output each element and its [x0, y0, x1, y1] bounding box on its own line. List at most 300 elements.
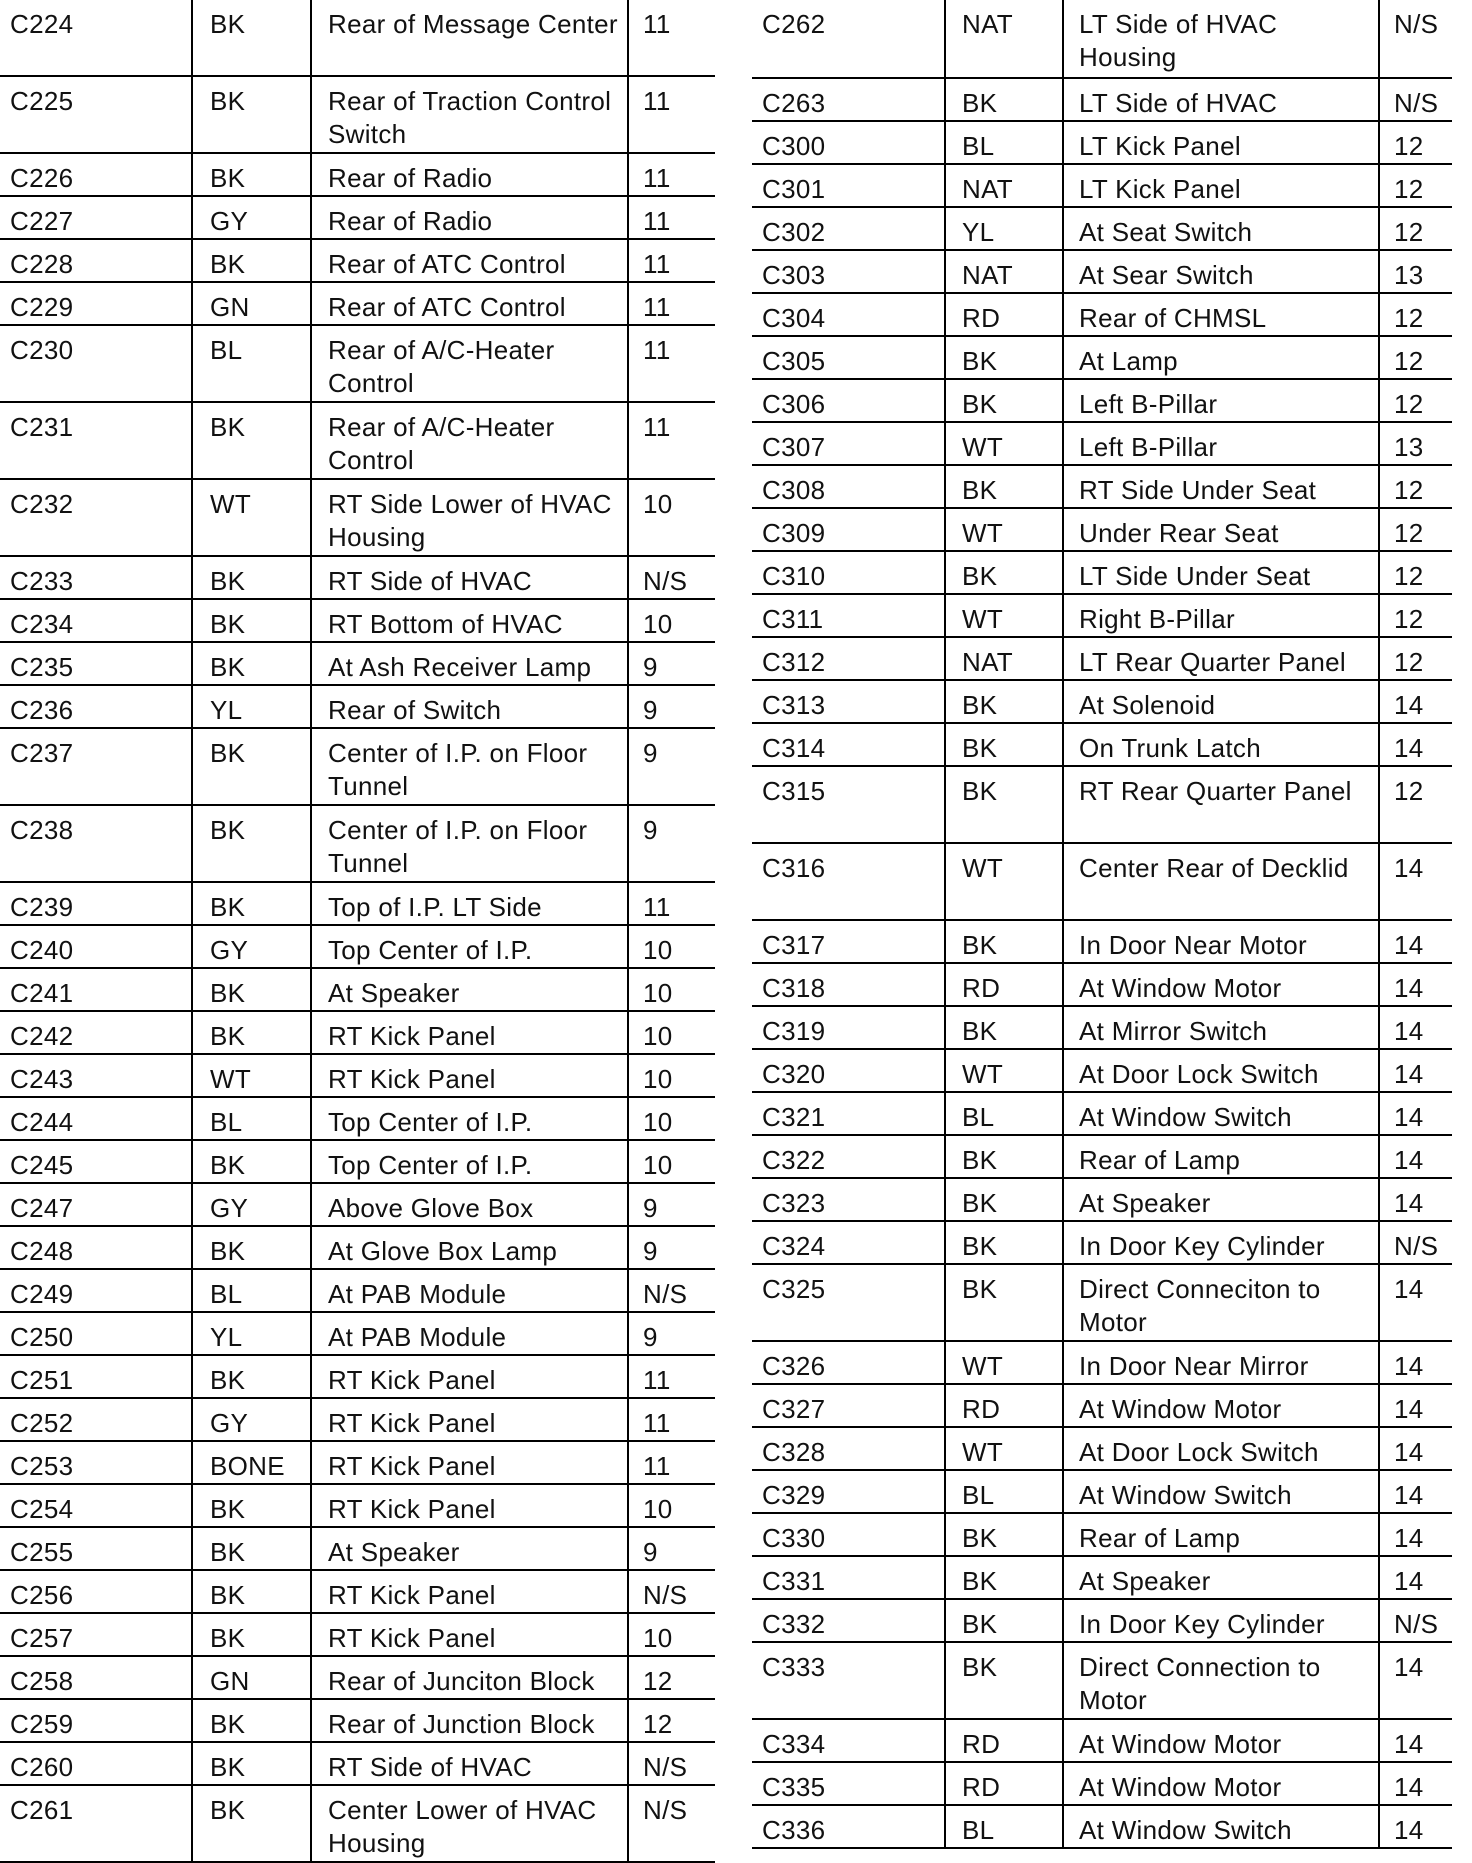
connector-location: RT Kick Panel — [312, 1442, 629, 1483]
table-row — [752, 1763, 1452, 1806]
connector-location: Rear of CHMSL — [1064, 294, 1380, 335]
connector-id: C254 — [0, 1485, 193, 1526]
connector-id: C309 — [752, 509, 946, 550]
connector-table-left — [0, 0, 715, 1863]
wire-color: WT — [193, 480, 312, 555]
wire-color: WT — [946, 595, 1064, 636]
wire-color: BK — [946, 1265, 1064, 1340]
page-reference: 12 — [1394, 217, 1424, 247]
connector-location: At Door Lock Switch — [1064, 1428, 1380, 1469]
page-reference: 14 — [1394, 973, 1424, 1003]
table-row — [0, 1227, 715, 1270]
wire-color: GY — [193, 926, 312, 967]
connector-id: C234 — [0, 600, 193, 641]
wire-color: YL — [193, 1313, 312, 1354]
connector-location: Rear of Lamp — [1064, 1514, 1380, 1555]
table-row — [0, 480, 715, 557]
wire-color: BK — [946, 1557, 1064, 1598]
page-reference: 14 — [1394, 1566, 1424, 1596]
table-row — [0, 1786, 715, 1863]
page-reference: 9 — [643, 695, 658, 725]
connector-id: C327 — [752, 1385, 946, 1426]
connector-location: Top Center of I.P. — [312, 1141, 629, 1182]
connector-id: C233 — [0, 557, 193, 598]
connector-id: C328 — [752, 1428, 946, 1469]
connector-id: C322 — [752, 1136, 946, 1177]
connector-id: C319 — [752, 1007, 946, 1048]
page-reference: N/S — [643, 1580, 688, 1610]
page-reference: 14 — [1394, 690, 1424, 720]
connector-id: C316 — [752, 844, 946, 919]
page-reference: 10 — [643, 1064, 673, 1094]
connector-location: At Window Motor — [1064, 1763, 1380, 1804]
table-row — [752, 294, 1452, 337]
page-reference: 10 — [643, 1021, 673, 1051]
wire-color: BK — [193, 154, 312, 195]
wire-color: GY — [193, 197, 312, 238]
page-reference: 11 — [643, 86, 671, 116]
connector-id: C300 — [752, 122, 946, 163]
page-reference: 14 — [1394, 1729, 1424, 1759]
page-reference: 12 — [1394, 303, 1424, 333]
connector-id: C336 — [752, 1806, 946, 1847]
table-row — [752, 1600, 1452, 1643]
page-reference: 10 — [643, 609, 673, 639]
connector-id: C240 — [0, 926, 193, 967]
connector-location: Left B-Pillar — [1064, 423, 1380, 464]
page-reference: N/S — [1394, 1231, 1439, 1261]
connector-id: C315 — [752, 767, 946, 842]
page-reference: 10 — [643, 489, 673, 519]
connector-location: Right B-Pillar — [1064, 595, 1380, 636]
connector-location: On Trunk Latch — [1064, 724, 1380, 765]
connector-location: At Speaker — [1064, 1557, 1380, 1598]
connector-id: C301 — [752, 165, 946, 206]
table-row — [0, 1528, 715, 1571]
wire-color: BK — [946, 1222, 1064, 1263]
table-row — [752, 1093, 1452, 1136]
connector-location: At Glove Box Lamp — [312, 1227, 629, 1268]
table-row — [0, 926, 715, 969]
connector-location: RT Rear Quarter Panel — [1064, 767, 1380, 842]
connector-location: Top Center of I.P. — [312, 1098, 629, 1139]
connector-location: Rear of Junction Block — [312, 1700, 629, 1741]
connector-id: C325 — [752, 1265, 946, 1340]
connector-id: C239 — [0, 883, 193, 924]
wire-color: BK — [946, 552, 1064, 593]
page-reference: 12 — [1394, 518, 1424, 548]
connector-id: C329 — [752, 1471, 946, 1512]
connector-location: In Door Near Mirror — [1064, 1342, 1380, 1383]
page-reference: N/S — [1394, 88, 1439, 118]
connector-location: At Sear Switch — [1064, 251, 1380, 292]
table-row — [0, 969, 715, 1012]
page-reference: 13 — [1394, 260, 1424, 290]
wire-color: WT — [946, 1428, 1064, 1469]
wire-color: NAT — [946, 165, 1064, 206]
page-reference: 12 — [1394, 174, 1424, 204]
connector-location: Center Rear of Decklid — [1064, 844, 1380, 919]
wire-color: RD — [946, 1385, 1064, 1426]
connector-id: C236 — [0, 686, 193, 727]
page-reference: 9 — [643, 1322, 658, 1352]
connector-location: Center of I.P. on Floor Tunnel — [312, 729, 629, 804]
connector-id: C230 — [0, 326, 193, 401]
table-row — [752, 1806, 1452, 1849]
wire-color: BK — [193, 600, 312, 641]
connector-id: C241 — [0, 969, 193, 1010]
wire-color: BK — [946, 1179, 1064, 1220]
page-reference: 14 — [1394, 1437, 1424, 1467]
table-row — [0, 643, 715, 686]
connector-location: LT Side Under Seat — [1064, 552, 1380, 593]
table-row — [0, 1141, 715, 1184]
connector-location: RT Side Under Seat — [1064, 466, 1380, 507]
wire-color: BK — [193, 1743, 312, 1784]
connector-location: LT Rear Quarter Panel — [1064, 638, 1380, 679]
connector-location: Rear of Lamp — [1064, 1136, 1380, 1177]
connector-id: C303 — [752, 251, 946, 292]
table-row — [0, 1614, 715, 1657]
connector-location: Rear of A/C-Heater Control — [312, 326, 629, 401]
table-row — [752, 79, 1452, 122]
connector-id: C251 — [0, 1356, 193, 1397]
page-reference: 14 — [1394, 853, 1424, 883]
page-reference: 9 — [643, 1193, 658, 1223]
wire-color: BONE — [193, 1442, 312, 1483]
table-row — [0, 1700, 715, 1743]
wire-color: BK — [193, 1356, 312, 1397]
page-reference: 11 — [643, 892, 671, 922]
connector-location: At PAB Module — [312, 1313, 629, 1354]
page-reference: N/S — [1394, 9, 1439, 39]
page-reference: N/S — [643, 1279, 688, 1309]
connector-location: At Solenoid — [1064, 681, 1380, 722]
table-row — [0, 729, 715, 806]
connector-location: RT Kick Panel — [312, 1012, 629, 1053]
table-row — [0, 1055, 715, 1098]
wire-color: BK — [193, 1227, 312, 1268]
connector-location: RT Kick Panel — [312, 1485, 629, 1526]
page-reference: 9 — [643, 652, 658, 682]
connector-location: LT Side of HVAC Housing — [1064, 0, 1380, 77]
table-row — [752, 0, 1452, 79]
connector-id: C231 — [0, 403, 193, 478]
table-row — [752, 1643, 1452, 1720]
wire-color: WT — [193, 1055, 312, 1096]
connector-location: Left B-Pillar — [1064, 380, 1380, 421]
wire-color: GN — [193, 283, 312, 324]
wire-color: BL — [946, 1471, 1064, 1512]
page-reference: 13 — [1394, 432, 1424, 462]
connector-location: At Window Switch — [1064, 1806, 1380, 1847]
connector-location: At Lamp — [1064, 337, 1380, 378]
table-row — [0, 1485, 715, 1528]
table-row — [0, 557, 715, 600]
table-row — [0, 806, 715, 883]
wire-color: RD — [946, 294, 1064, 335]
connector-location: Top of I.P. LT Side — [312, 883, 629, 924]
page-reference: 14 — [1394, 733, 1424, 763]
connector-id: C244 — [0, 1098, 193, 1139]
page-reference: 10 — [643, 935, 673, 965]
connector-location: At Seat Switch — [1064, 208, 1380, 249]
page-reference: 14 — [1394, 1480, 1424, 1510]
connector-id: C258 — [0, 1657, 193, 1698]
table-row — [0, 686, 715, 729]
connector-location: Rear of Junciton Block — [312, 1657, 629, 1698]
connector-id: C257 — [0, 1614, 193, 1655]
wire-color: RD — [946, 1763, 1064, 1804]
wire-color: BK — [193, 1485, 312, 1526]
table-row — [752, 1342, 1452, 1385]
connector-location: In Door Key Cylinder — [1064, 1222, 1380, 1263]
connector-location: Rear of A/C-Heater Control — [312, 403, 629, 478]
connector-location: Under Rear Seat — [1064, 509, 1380, 550]
page-reference: 12 — [643, 1709, 673, 1739]
connector-location: RT Bottom of HVAC — [312, 600, 629, 641]
wire-color: BK — [193, 1786, 312, 1861]
page-reference: 14 — [1394, 1351, 1424, 1381]
page-reference: 11 — [643, 335, 671, 365]
table-row — [752, 921, 1452, 964]
wire-color: BK — [193, 1700, 312, 1741]
wire-color: BK — [193, 643, 312, 684]
page-reference: 10 — [643, 1150, 673, 1180]
wire-color: BK — [946, 921, 1064, 962]
connector-id: C256 — [0, 1571, 193, 1612]
wire-color: BL — [946, 1806, 1064, 1847]
table-row — [752, 208, 1452, 251]
page-reference: 12 — [1394, 647, 1424, 677]
wire-color: NAT — [946, 638, 1064, 679]
wire-color: BK — [193, 1012, 312, 1053]
connector-location: RT Side of HVAC — [312, 1743, 629, 1784]
wire-color: BK — [946, 767, 1064, 842]
page-reference: 14 — [1394, 1652, 1424, 1682]
connector-location: Rear of Message Center — [312, 0, 629, 75]
page-reference: 12 — [1394, 776, 1424, 806]
page-reference: 9 — [643, 1236, 658, 1266]
connector-location: RT Side of HVAC — [312, 557, 629, 598]
connector-location: At Window Motor — [1064, 1385, 1380, 1426]
connector-id: C323 — [752, 1179, 946, 1220]
table-row — [752, 844, 1452, 921]
table-row — [0, 403, 715, 480]
wire-color: BK — [946, 1600, 1064, 1641]
connector-location: In Door Key Cylinder — [1064, 1600, 1380, 1641]
page-reference: 11 — [643, 1408, 671, 1438]
table-row — [0, 1657, 715, 1700]
connector-id: C245 — [0, 1141, 193, 1182]
connector-location: Center Lower of HVAC Housing — [312, 1786, 629, 1861]
connector-location: At Window Switch — [1064, 1093, 1380, 1134]
wire-color: BK — [946, 79, 1064, 120]
connector-location: LT Kick Panel — [1064, 122, 1380, 163]
table-row — [752, 964, 1452, 1007]
connector-location: RT Kick Panel — [312, 1571, 629, 1612]
page-reference: 10 — [643, 978, 673, 1008]
table-row — [0, 283, 715, 326]
page-reference: 12 — [1394, 604, 1424, 634]
page-reference: 10 — [643, 1623, 673, 1653]
connector-location: RT Kick Panel — [312, 1399, 629, 1440]
wire-color: BK — [193, 883, 312, 924]
page-reference: 14 — [1394, 1394, 1424, 1424]
table-row — [0, 1571, 715, 1614]
connector-id: C304 — [752, 294, 946, 335]
connector-id: C238 — [0, 806, 193, 881]
connector-location: At PAB Module — [312, 1270, 629, 1311]
connector-id: C229 — [0, 283, 193, 324]
connector-location: Direct Conneciton to Motor — [1064, 1265, 1380, 1340]
page-reference: 12 — [1394, 475, 1424, 505]
table-row — [752, 1514, 1452, 1557]
connector-id: C253 — [0, 1442, 193, 1483]
wire-color: BK — [946, 337, 1064, 378]
page-reference: 11 — [643, 9, 671, 39]
table-row — [0, 154, 715, 197]
table-row — [752, 1179, 1452, 1222]
wire-color: RD — [946, 964, 1064, 1005]
table-row — [0, 240, 715, 283]
connector-id: C225 — [0, 77, 193, 152]
page-reference: 12 — [643, 1666, 673, 1696]
table-row — [0, 883, 715, 926]
page-reference: N/S — [643, 1795, 688, 1825]
connector-location: At Speaker — [312, 1528, 629, 1569]
connector-id: C249 — [0, 1270, 193, 1311]
connector-id: C232 — [0, 480, 193, 555]
table-row — [752, 337, 1452, 380]
table-row — [752, 509, 1452, 552]
connector-id: C321 — [752, 1093, 946, 1134]
wire-color: RD — [946, 1720, 1064, 1761]
connector-location: LT Side of HVAC — [1064, 79, 1380, 120]
connector-location: Rear of Traction Control Switch — [312, 77, 629, 152]
wire-color: GY — [193, 1399, 312, 1440]
page-reference: 9 — [643, 1537, 658, 1567]
table-row — [0, 1184, 715, 1227]
connector-location: RT Kick Panel — [312, 1055, 629, 1096]
table-row — [752, 380, 1452, 423]
table-row — [752, 638, 1452, 681]
wire-color: BL — [193, 1098, 312, 1139]
table-row — [752, 1471, 1452, 1514]
wire-color: BK — [946, 1136, 1064, 1177]
table-row — [752, 466, 1452, 509]
table-row — [752, 681, 1452, 724]
connector-id: C330 — [752, 1514, 946, 1555]
connector-location: Direct Connection to Motor — [1064, 1643, 1380, 1718]
connector-location: At Window Motor — [1064, 964, 1380, 1005]
connector-id: C252 — [0, 1399, 193, 1440]
connector-location: At Speaker — [1064, 1179, 1380, 1220]
connector-location: At Window Switch — [1064, 1471, 1380, 1512]
page-reference: 14 — [1394, 1102, 1424, 1132]
table-row — [752, 724, 1452, 767]
connector-location: At Mirror Switch — [1064, 1007, 1380, 1048]
wire-color: BL — [946, 122, 1064, 163]
page-reference: 9 — [643, 815, 658, 845]
wire-color: GN — [193, 1657, 312, 1698]
wire-color: WT — [946, 509, 1064, 550]
wire-color: BK — [193, 403, 312, 478]
connector-id: C332 — [752, 1600, 946, 1641]
page-reference: 14 — [1394, 1188, 1424, 1218]
wire-color: BK — [946, 681, 1064, 722]
wire-color: WT — [946, 844, 1064, 919]
page-reference: N/S — [1394, 1609, 1439, 1639]
table-row — [752, 1007, 1452, 1050]
wire-color: WT — [946, 1050, 1064, 1091]
wire-color: BK — [193, 557, 312, 598]
connector-id: C310 — [752, 552, 946, 593]
connector-id: C305 — [752, 337, 946, 378]
connector-id: C331 — [752, 1557, 946, 1598]
connector-location: RT Kick Panel — [312, 1614, 629, 1655]
connector-id: C306 — [752, 380, 946, 421]
page-reference: 11 — [643, 1365, 671, 1395]
connector-id: C320 — [752, 1050, 946, 1091]
table-row — [752, 165, 1452, 208]
wire-color: YL — [193, 686, 312, 727]
page-reference: 10 — [643, 1494, 673, 1524]
wire-color: BK — [946, 724, 1064, 765]
wire-color: BK — [946, 1643, 1064, 1718]
table-row — [0, 600, 715, 643]
connector-id: C263 — [752, 79, 946, 120]
page-reference: 12 — [1394, 561, 1424, 591]
table-row — [752, 1222, 1452, 1265]
page-reference: 14 — [1394, 1274, 1424, 1304]
connector-id: C226 — [0, 154, 193, 195]
page-reference: 14 — [1394, 1815, 1424, 1845]
table-row — [0, 0, 715, 77]
wire-color: WT — [946, 1342, 1064, 1383]
page-reference: 12 — [1394, 389, 1424, 419]
page-reference: 12 — [1394, 346, 1424, 376]
table-row — [752, 122, 1452, 165]
connector-location: Rear of Switch — [312, 686, 629, 727]
table-row — [752, 1265, 1452, 1342]
wire-color: BK — [946, 1514, 1064, 1555]
page-reference: 14 — [1394, 1772, 1424, 1802]
connector-location: Above Glove Box — [312, 1184, 629, 1225]
table-row — [0, 197, 715, 240]
table-row — [0, 326, 715, 403]
wire-color: BK — [193, 1614, 312, 1655]
wire-color: BL — [193, 326, 312, 401]
connector-location: RT Side Lower of HVAC Housing — [312, 480, 629, 555]
connector-id: C237 — [0, 729, 193, 804]
table-row — [752, 1720, 1452, 1763]
table-row — [752, 1557, 1452, 1600]
connector-location: At Door Lock Switch — [1064, 1050, 1380, 1091]
page-reference: 14 — [1394, 930, 1424, 960]
wire-color: BL — [193, 1270, 312, 1311]
wire-color: BK — [946, 466, 1064, 507]
connector-location: Rear of ATC Control — [312, 283, 629, 324]
connector-id: C228 — [0, 240, 193, 281]
connector-id: C334 — [752, 1720, 946, 1761]
connector-id: C317 — [752, 921, 946, 962]
page-reference: 10 — [643, 1107, 673, 1137]
table-row — [752, 595, 1452, 638]
connector-id: C312 — [752, 638, 946, 679]
connector-id: C260 — [0, 1743, 193, 1784]
connector-id: C235 — [0, 643, 193, 684]
